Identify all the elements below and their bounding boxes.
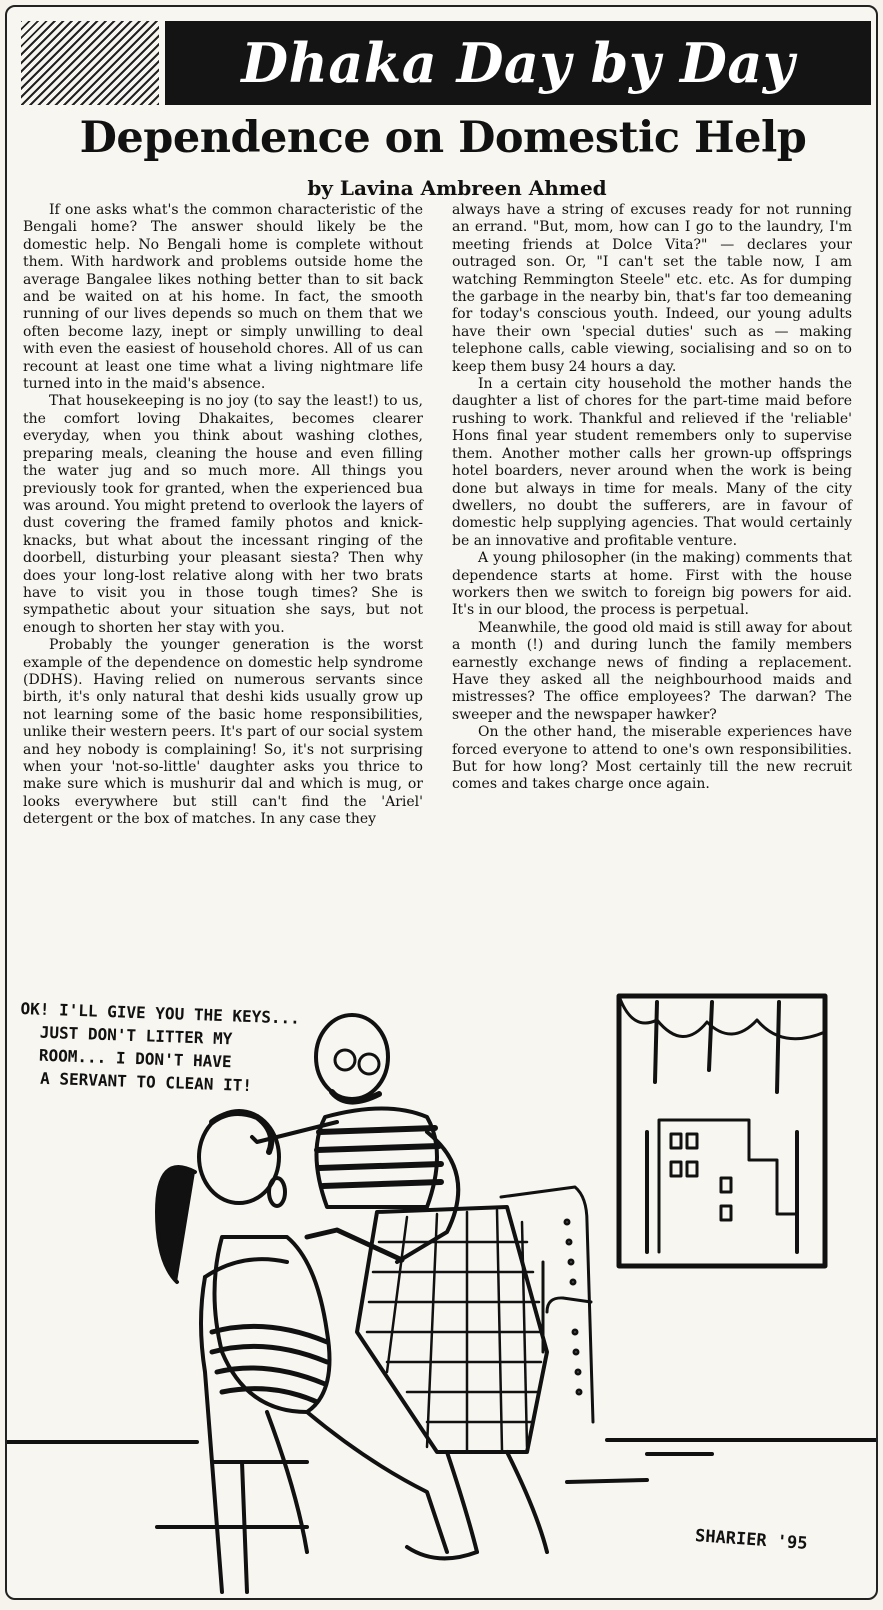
caption-line: A SERVANT TO CLEAN IT! xyxy=(39,1068,253,1096)
headline: Dependence on Domestic Help xyxy=(79,113,807,163)
paragraph: Meanwhile, the good old maid is still away for about a month (!) and during lunch the family members earnestly exchange news of finding a replacement. Have they asked all the neighbourhood maids and mistresses? The office employees? The darwan? The sweeper and the newspaper hawker? xyxy=(452,619,852,723)
paragraph: always have a string of excuses ready for not running an errand. "But, mom, how can I go to the laundry, I'm meeting friends at Dolce Vita?" — declares your outraged son. Or, "I can't set the table now, I am watching Remmington Steele" etc. etc. As for dumping the garbage in the nearby bin, that's far too demeaning for today's conscious youth. Indeed, our young adults have their own 'special duties' such as — making telephone calls, cable viewing, socialising and so on to keep them busy 24 hours a day. xyxy=(452,202,852,375)
article-column-left xyxy=(23,202,423,829)
artist-signature: SHARIER '95 xyxy=(694,1526,809,1554)
newspaper-clipping xyxy=(5,5,878,1600)
window-drawing xyxy=(619,996,825,1266)
caption-line: JUST DON'T LITTER MY xyxy=(39,1022,233,1049)
door-drawing xyxy=(501,1187,593,1422)
caption-line: ROOM... I DON'T HAVE xyxy=(38,1045,232,1072)
paragraph: If one asks what's the common characteristic of the Bengali home? The answer should likely be the domestic help. No Bengali home is complete without them. With hardwork and problems outside home the average Bangalee likes nothing better than to sit back and be waited on at his home. In fact, the smooth running of our lives depends so much on them that we often become lazy, inept or simply unwilling to deal with even the easiest of household chores. All of us can recount at least one time what a living nightmare life turned into in the maid's absence. xyxy=(23,202,423,393)
paragraph: A young philosopher (in the making) comments that dependence starts at home. First with the house workers then we switch to foreign big powers for aid. It's in our blood, the process is perpetual. xyxy=(452,550,852,619)
paragraph: In a certain city household the mother hands the daughter a list of chores for the part-time maid before rushing to work. Thankful and relieved if the 'reliable' Hons final year student remembers only to supervise them. Another mother calls her grown-up offsprings hotel boarders, never around when the work is being done but always in time for meals. Many of the city dwellers, no doubt the sufferers, are in favour of domestic help supplying agencies. That would certainly be an innovative and profitable venture. xyxy=(452,376,852,549)
paragraph: On the other hand, the miserable experiences have forced everyone to attend to one's own responsibilities. But for how long? Most certainly till the new recruit comes and takes charge once again. xyxy=(452,724,852,793)
byline: by Lavina Ambreen Ahmed xyxy=(307,176,607,200)
banner-hatching xyxy=(21,21,159,105)
caption-line: OK! I'LL GIVE YOU THE KEYS... xyxy=(20,998,301,1028)
paragraph: Probably the younger generation is the worst example of the dependence on domestic help syndrome (DDHS). Having relied on numerous servants since birth, it's only natural that deshi kids usually grow up not learning some of the basic home responsibilities, unlike their western peers. It's part of our social system and hey nobody is complaining! So, it's not surprising when your 'not-so-little' daughter asks you thrice to make sure which is mushurir dal and which is mug, or looks everywhere but still can't find the 'Ariel' detergent or the box of matches. In any case they xyxy=(23,637,423,828)
column-banner: Dhaka Day by Day xyxy=(165,21,871,105)
article-column-right xyxy=(452,202,852,794)
cartoon-speech-caption xyxy=(18,997,361,1101)
paragraph: That housekeeping is no joy (to say the least!) to us, the comfort loving Dhakaites, becomes clearer everyday, when you think about washing clothes, preparing meals, cleaning the house and even filling the water jug and so much more. All things you previously took for granted, when the experienced bua was around. You might pretend to overlook the layers of dust covering the framed family photos and knick-knacks, but what about the incessant ringing of the doorbell, disturbing your pleasant siesta? Then why does your long-lost relative along with her two brats have to visit you in those tough times? She is sympathetic about your situation she says, but not enough to shorten her stay with you. xyxy=(23,393,423,636)
